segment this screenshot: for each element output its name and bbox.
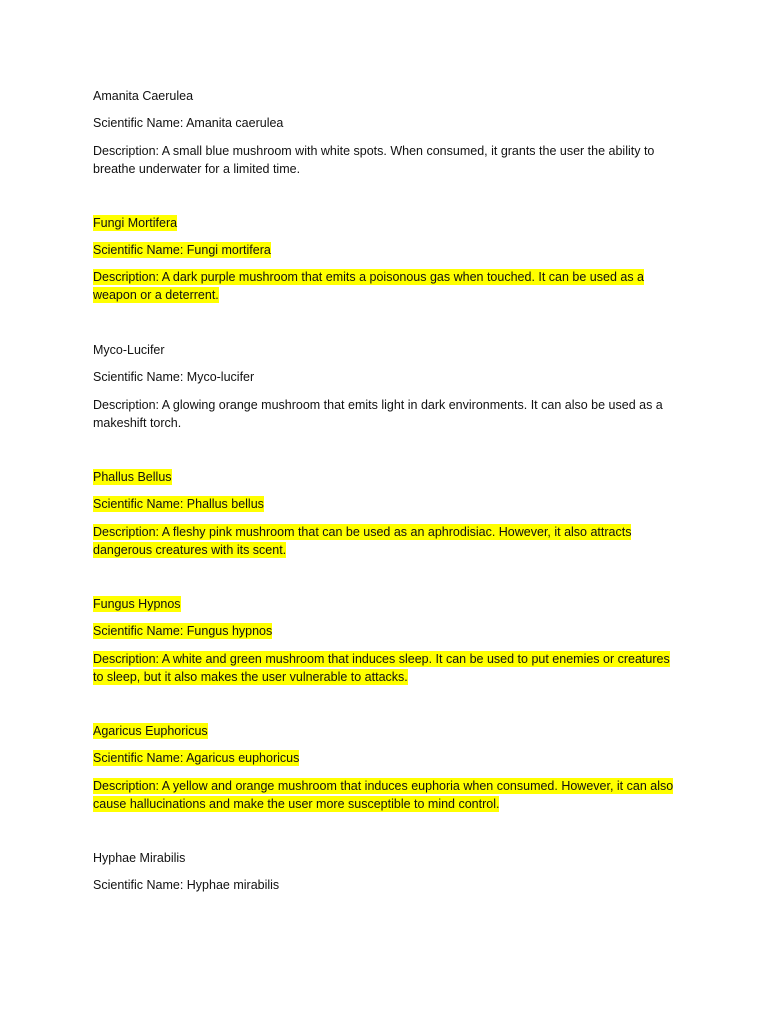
entry-description: Description: A white and green mushroom that induces sleep. It can be used to put enemies or creatures to sleep, but it also makes the user vulnerable to attacks.	[93, 652, 670, 684]
entry-scientific-name: Scientific Name: Fungus hypnos	[93, 624, 273, 638]
entry-scientific-name: Scientific Name: Amanita caerulea	[93, 116, 284, 130]
entry-scientific-name: Scientific Name: Myco-lucifer	[93, 370, 255, 384]
entry-name: Amanita Caerulea	[93, 89, 194, 103]
entry-name: Phallus Bellus	[93, 470, 172, 484]
entry-scientific-name: Scientific Name: Fungi mortifera	[93, 243, 271, 257]
entry-description: Description: A fleshy pink mushroom that can be used as an aphrodisiac. However, it also attracts dangerous creatures with its scent.	[93, 525, 632, 557]
entry-scientific-name: Scientific Name: Phallus bellus	[93, 497, 264, 511]
entry-description: Description: A yellow and orange mushroom that induces euphoria when consumed. However, it can also cause hallucinations and make the user more susceptible to mind control.	[93, 779, 674, 811]
entry-name: Myco-Lucifer	[93, 343, 165, 357]
entry-description: Description: A small blue mushroom with white spots. When consumed, it grants the user the ability to breathe underwater for a limited time.	[93, 144, 655, 176]
entry-description: Description: A glowing orange mushroom that emits light in dark environments. It can also be used as a makeshift torch.	[93, 398, 663, 430]
entry-scientific-name: Scientific Name: Agaricus euphoricus	[93, 751, 300, 765]
entry-description: Description: A dark purple mushroom that emits a poisonous gas when touched. It can be used as a weapon or a deterrent.	[93, 270, 645, 302]
entry-name: Fungi Mortifera	[93, 216, 178, 230]
entry-scientific-name: Scientific Name: Hyphae mirabilis	[93, 878, 280, 892]
entry-name: Agaricus Euphoricus	[93, 724, 208, 738]
entry-name: Hyphae Mirabilis	[93, 851, 186, 865]
entry-name: Fungus Hypnos	[93, 597, 181, 611]
